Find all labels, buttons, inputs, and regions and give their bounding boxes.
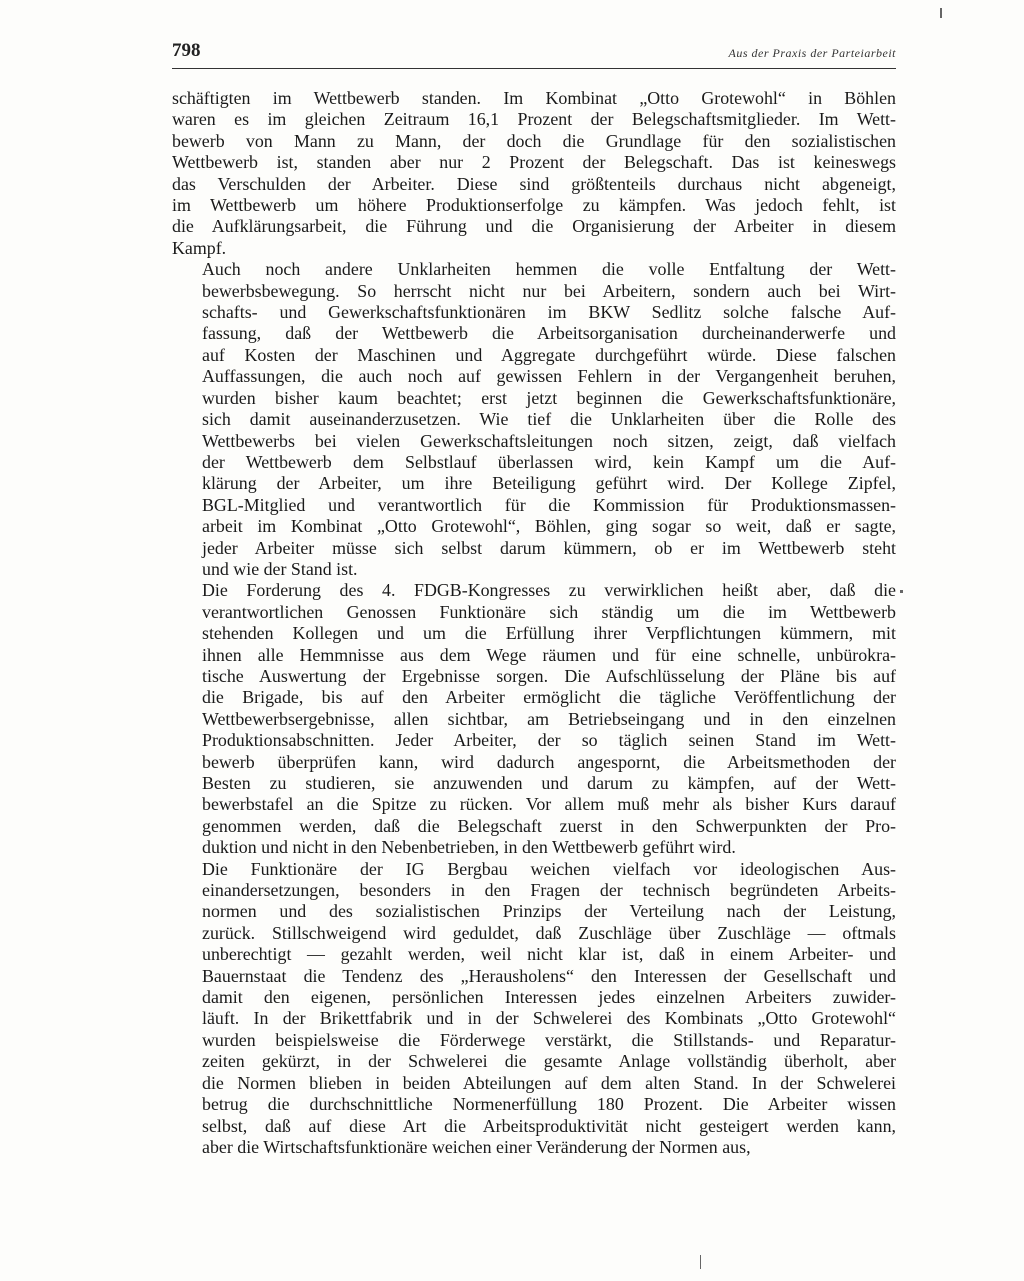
text-line: stehenden Kollegen und um die Erfüllung ihrer Verpflichtungen kümmern, mit	[202, 623, 896, 644]
text-line: Kampf.	[172, 237, 227, 258]
text-line: duktion und nicht in den Nebenbetrieben, in den Wettbewerb geführt wird.	[202, 837, 736, 858]
scan-mark	[900, 590, 903, 593]
text-line: einandersetzungen, besonders in den Fragen der technisch begründeten Arbeits-	[202, 880, 896, 901]
body-text	[172, 88, 896, 1158]
text-line: damit den eigenen, persönlichen Interessen jedes einzelnen Arbeiters zuwider-	[202, 987, 896, 1008]
text-line: Wettbewerbs bei vielen Gewerkschaftsleitungen noch sitzen, zeigt, daß vielfach	[202, 430, 896, 451]
text-line: das Verschulden der Arbeiter. Diese sind größtenteils durchaus nicht abgeneigt,	[172, 173, 896, 194]
scan-mark	[700, 1255, 701, 1269]
section-title: Aus der Praxis der Parteiarbeit	[728, 46, 896, 60]
text-line: betrug die durchschnittliche Normenerfüllung 180 Prozent. Die Arbeiter wissen	[202, 1094, 896, 1115]
text-line: ihnen alle Hemmnisse aus dem Wege räumen und für eine schnelle, unbürokra-	[202, 644, 896, 665]
text-line: Wettbewerbsergebnisse, allen sichtbar, am Betriebseingang und in den einzelnen	[202, 708, 896, 729]
paragraph	[172, 580, 896, 858]
text-line: jeder Arbeiter müsse sich selbst darum kümmern, ob er im Wettbewerb steht	[202, 537, 896, 558]
text-line: arbeit im Kombinat „Otto Grotewohl“, Böhlen, ging sogar so weit, daß er sagte,	[202, 516, 896, 537]
text-line: Besten zu studieren, sie anzuwenden und darum zu kämpfen, auf der Wett-	[202, 773, 896, 793]
text-line: BGL-Mitglied und verantwortlich für die Kommission für Produktionsmassen-	[202, 494, 896, 515]
text-line: die Brigade, bis auf den Arbeiter ermöglicht die tägliche Veröffentlichung der	[202, 687, 896, 708]
text-line: bewerbstafel an die Spitze zu rücken. Vor allem muß mehr als bisher Kurs darauf	[202, 794, 896, 815]
paragraph	[172, 859, 896, 1159]
text-line: zurück. Stillschweigend wird geduldet, daß Zuschläge über Zuschläge — oftmals	[202, 922, 896, 943]
text-line: schäftigten im Wettbewerb standen. Im Kombinat „Otto Grotewohl“ in Böhlen	[172, 88, 896, 108]
text-line: bewerbsbewegung. So herrscht nicht nur bei Arbeitern, sondern auch bei Wirt-	[202, 280, 896, 301]
text-line: aber die Wirtschaftsfunktionäre weichen einer Veränderung der Normen aus,	[202, 1136, 751, 1157]
text-line: die Normen blieben in beiden Abteilungen auf dem alten Stand. In der Schwelerei	[202, 1072, 896, 1093]
text-line: Wettbewerb ist, standen aber nur 2 Prozent der Belegschaft. Das ist keineswegs	[172, 152, 896, 173]
text-line: tische Auswertung der Ergebnisse sorgen. Die Aufschlüsselung der Pläne bis auf	[202, 665, 896, 686]
page-number: 798	[172, 40, 201, 61]
text-line: Bauernstaat die Tendenz des „Herausholens“ den Interessen der Gesellschaft und	[202, 965, 896, 986]
text-line: Die Funktionäre der IG Bergbau weichen vielfach vor ideologischen Aus-	[202, 858, 896, 879]
text-line: wurden beispielsweise die Förderwege verstärkt, die Stillstands- und Reparatur-	[202, 1029, 896, 1050]
header-rule	[172, 68, 896, 69]
text-line: selbst, daß auf diese Art die Arbeitsproduktivität nicht gesteigert werden kann,	[202, 1115, 896, 1136]
text-line: Auffassungen, die auch noch auf gewissen Fehlern in der Vergangenheit beruhen,	[202, 366, 896, 387]
text-line: zeiten gekürzt, in der Schwelerei die gesamte Anlage vollständig überholt, aber	[202, 1051, 896, 1072]
text-line: im Wettbewerb um höhere Produktionserfolge zu kämpfen. Was jedoch fehlt, ist	[172, 195, 896, 216]
paragraph	[172, 259, 896, 580]
running-head	[172, 40, 896, 70]
text-line: auf Kosten der Maschinen und Aggregate durchgeführt würde. Diese falschen	[202, 344, 896, 365]
text-line: läuft. In der Brikettfabrik und in der Schwelerei des Kombinats „Otto Grotewohl“	[202, 1008, 896, 1029]
text-line: bewerb von Mann zu Mann, der doch die Grundlage für den sozialistischen	[172, 130, 896, 151]
text-line: und wie der Stand ist.	[202, 558, 358, 579]
text-line: sich damit auseinanderzusetzen. Wie tief die Unklarheiten über die Rolle des	[202, 409, 896, 430]
text-line: klärung der Arbeiter, um ihre Beteiligung geführt wird. Der Kollege Zipfel,	[202, 473, 896, 494]
text-line: die Aufklärungsarbeit, die Führung und die Organisierung der Arbeiter in diesem	[172, 216, 896, 237]
text-line: Die Forderung des 4. FDGB-Kongresses zu verwirklichen heißt aber, daß die	[202, 580, 896, 601]
text-line: der Wettbewerb dem Selbstlauf überlassen wird, kein Kampf um die Auf-	[202, 451, 896, 472]
text-line: wurden bisher kaum beachtet; erst jetzt beginnen die Gewerkschaftsfunktionäre,	[202, 387, 896, 408]
scan-mark	[940, 8, 942, 18]
text-line: unberechtigt — gezahlt werden, weil nicht klar ist, daß in einem Arbeiter- und	[202, 944, 896, 965]
text-line: Auch noch andere Unklarheiten hemmen die volle Entfaltung der Wett-	[202, 259, 896, 280]
text-line: genommen werden, daß die Belegschaft zuerst in den Schwerpunkten der Pro-	[202, 815, 896, 836]
text-line: bewerb überprüfen kann, wird dadurch angespornt, die Arbeitsmethoden der	[202, 751, 896, 772]
paragraph	[172, 88, 896, 259]
text-line: verantwortlichen Genossen Funktionäre sich ständig um die im Wettbewerb	[202, 601, 896, 622]
text-line: Produktionsabschnitten. Jeder Arbeiter, der so täglich seinen Stand im Wett-	[202, 730, 896, 751]
text-line: fassung, daß der Wettbewerb die Arbeitsorganisation durcheinanderwerfe und	[202, 323, 896, 344]
text-line: schafts- und Gewerkschaftsfunktionären im BKW Sedlitz solche falsche Auf-	[202, 302, 896, 323]
text-line: waren es im gleichen Zeitraum 16,1 Prozent der Belegschaftsmitglieder. Im Wett-	[172, 109, 896, 130]
text-line: normen und des sozialistischen Prinzips der Verteilung nach der Leistung,	[202, 901, 896, 922]
